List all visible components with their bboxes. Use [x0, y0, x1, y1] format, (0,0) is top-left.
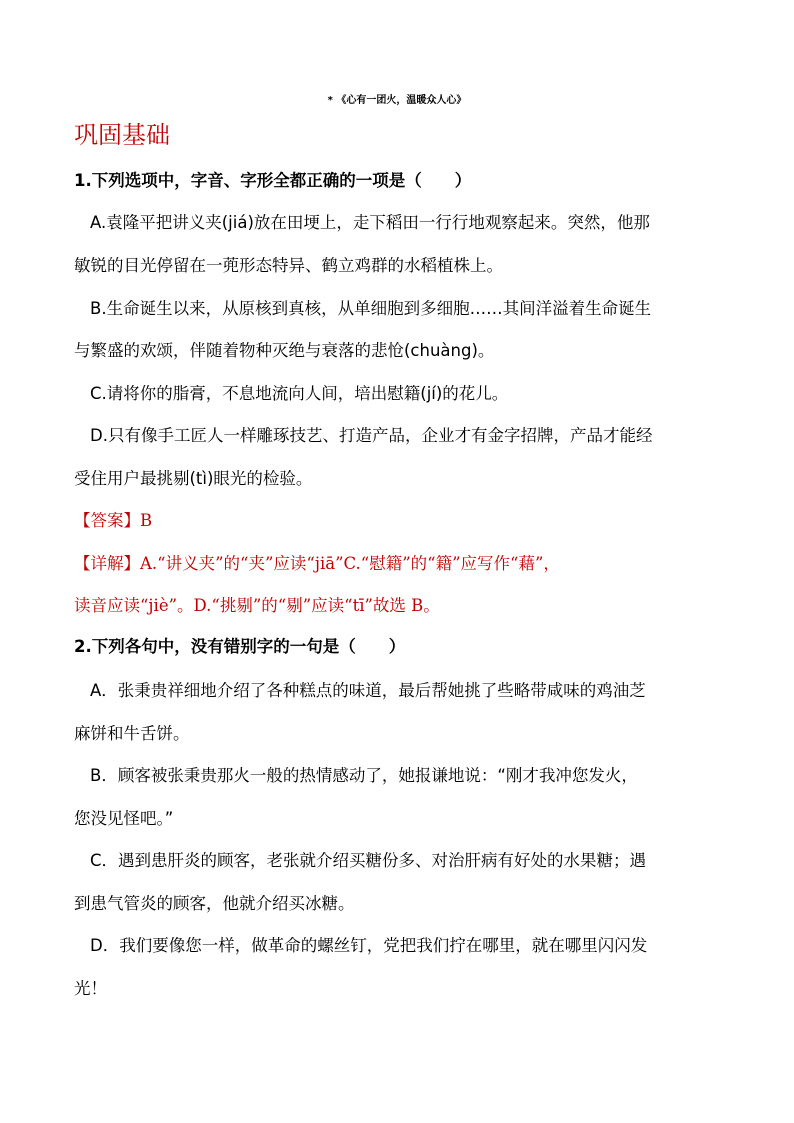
q2-option-c-line2: 到患气管炎的顾客，他就介绍买冰糖。 [74, 894, 355, 913]
q2-option-b-line1: B．顾客被张秉贵那火一般的热情感动了，她报谦地说：“刚才我冲您发火， [90, 766, 638, 785]
q1-option-d-line2: 受住用户最挑剔(tì)眼光的检验。 [74, 469, 313, 488]
q1-option-c-line1: C.请将你的脂膏，不息地流向人间，培出慰籍(jí)的花儿。 [90, 384, 509, 403]
detail-text-line1: A.“讲义夹”的“夹”应读“jiā”C.“慰籍”的“籍”应写作“藉”， [140, 554, 560, 573]
section-heading: 巩固基础 [74, 121, 170, 149]
detail-tag: 【详解】 [74, 554, 140, 573]
q2-option-a-line1: A．张秉贵祥细地介绍了各种糕点的味道，最后帮她挑了些略带咸味的鸡油芝 [90, 681, 646, 700]
document-title: * 《心有一团火，温暖众人心》 [327, 95, 467, 106]
q1-detail-line1 [74, 551, 734, 577]
q2-option-c-line1: C．遇到患肝炎的顾客，老张就介绍买糖份多、对治肝病有好处的水果糖；遇 [90, 851, 647, 870]
q2-option-d-line1: D．我们要像您一样，做革命的螺丝钉，党把我们拧在哪里，就在哪里闪闪发 [90, 936, 648, 955]
question-1-stem: 1.下列选项中，字音、字形全都正确的一项是（ ） [74, 171, 472, 190]
answer-value: B [140, 511, 153, 530]
q2-option-b-line2: 您没见怪吧。” [74, 809, 174, 828]
q1-option-b-line1: B.生命诞生以来，从原核到真核，从单细胞到多细胞……其间洋溢着生命诞生 [90, 299, 652, 318]
q1-option-a-line2: 敏锐的目光停留在一蔸形态特异、鹤立鸡群的水稻植株上。 [74, 256, 503, 275]
q2-option-d-line2: 光！ [74, 979, 107, 998]
q1-option-d-line1: D.只有像手工匠人一样雕琢技艺、打造产品，企业才有金字招牌，产品才能经 [90, 426, 653, 445]
q1-option-a-line1: A.袁隆平把讲义夹(jiá)放在田埂上，走下稻田一行行地观察起来。突然，他那 [90, 213, 650, 232]
q1-detail-line2: 读音应读“jiè”。D.“挑剔”的“剔”应读“tī”故选 B。 [74, 596, 440, 615]
question-2-stem: 2.下列各句中，没有错别字的一句是（ ） [74, 637, 406, 656]
q2-option-a-line2: 麻饼和牛舌饼。 [74, 724, 190, 743]
answer-tag: 【答案】 [74, 511, 140, 530]
q1-option-b-line2: 与繁盛的欢颂，伴随着物种灭绝与衰落的悲怆(chuàng)。 [74, 341, 495, 360]
q1-answer [74, 508, 734, 534]
